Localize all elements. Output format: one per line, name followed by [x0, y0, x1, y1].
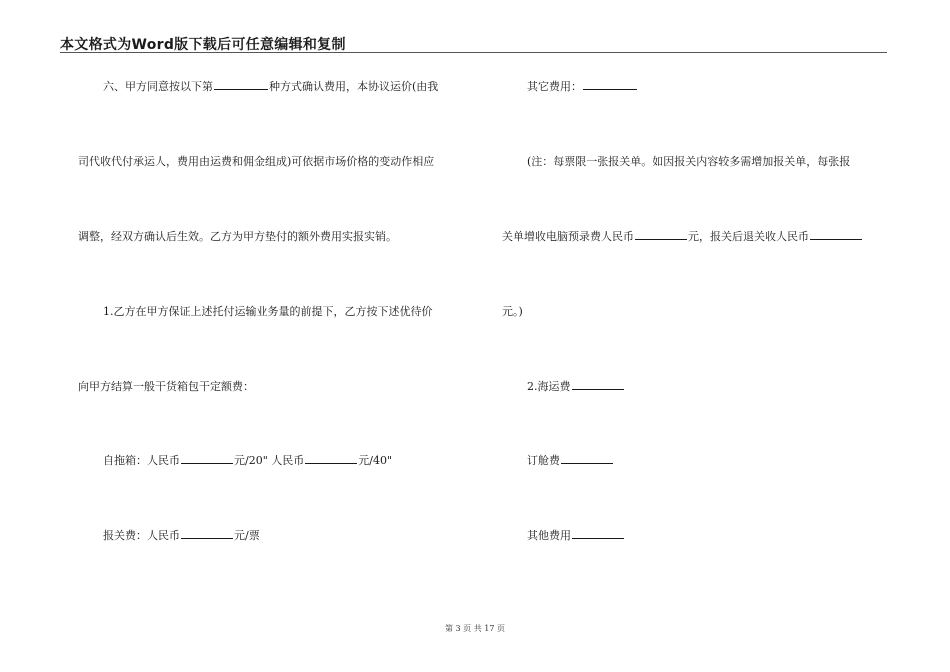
fill-blank [583, 80, 637, 90]
left-line-5: 向甲方结算一般干货箱包干定额费： [78, 380, 254, 393]
fill-blank [572, 529, 624, 539]
right-line-1 [527, 80, 638, 94]
right-line-2: (注：每票限一张报关单。如因报关内容较多需增加报关单，每张报 [527, 155, 851, 168]
right-line-6 [527, 454, 614, 468]
fill-blank [181, 529, 233, 539]
left-line-3: 调整，经双方确认后生效。乙方为甲方垫付的额外费用实报实销。 [78, 230, 397, 243]
page-header-title: 本文格式为Word版下载后可任意编辑和复制 [60, 37, 346, 53]
left-line-7-text-b: 元/票 [234, 529, 260, 542]
fill-blank [181, 454, 233, 464]
right-line-4: 元。) [502, 305, 523, 318]
left-line-6-text-c: 元/40" [358, 454, 393, 467]
left-line-2: 司代收代付承运人，费用由运费和佣金组成)可依据市场价格的变动作相应 [78, 155, 435, 168]
left-line-6-text-b: 元/20" 人民币 [234, 454, 305, 467]
fill-blank [572, 380, 624, 390]
left-line-6-text-a: 自拖箱：人民币 [103, 454, 180, 467]
right-line-1-text: 其它费用： [527, 80, 582, 93]
left-line-1 [103, 80, 438, 94]
right-line-3-text-a: 关单增收电脑预录费人民币 [502, 230, 634, 243]
left-line-6 [103, 454, 392, 468]
left-line-1-text-b: 种方式确认费用，本协议运价(由我 [269, 80, 439, 93]
right-line-7-text: 其他费用 [527, 529, 571, 542]
right-line-7 [527, 529, 625, 543]
left-line-7-text-a: 报关费：人民币 [103, 529, 180, 542]
left-line-4: 1.乙方在甲方保证上述托付运输业务量的前提下，乙方按下述优待价 [103, 305, 433, 318]
fill-blank [305, 454, 357, 464]
right-line-6-text: 订舱费 [527, 454, 560, 467]
header-divider [60, 52, 887, 53]
fill-blank [214, 80, 268, 90]
page-number: 第 3 页 共 17 页 [445, 624, 505, 633]
fill-blank [635, 230, 687, 240]
left-line-1-text-a: 六、甲方同意按以下第 [103, 80, 213, 93]
fill-blank [561, 454, 613, 464]
right-line-5 [527, 380, 625, 394]
right-line-3 [502, 230, 863, 244]
left-line-7 [103, 529, 260, 543]
right-line-3-text-b: 元，报关后退关收人民币 [688, 230, 809, 243]
right-line-5-text: 2.海运费 [527, 380, 571, 393]
fill-blank [810, 230, 862, 240]
